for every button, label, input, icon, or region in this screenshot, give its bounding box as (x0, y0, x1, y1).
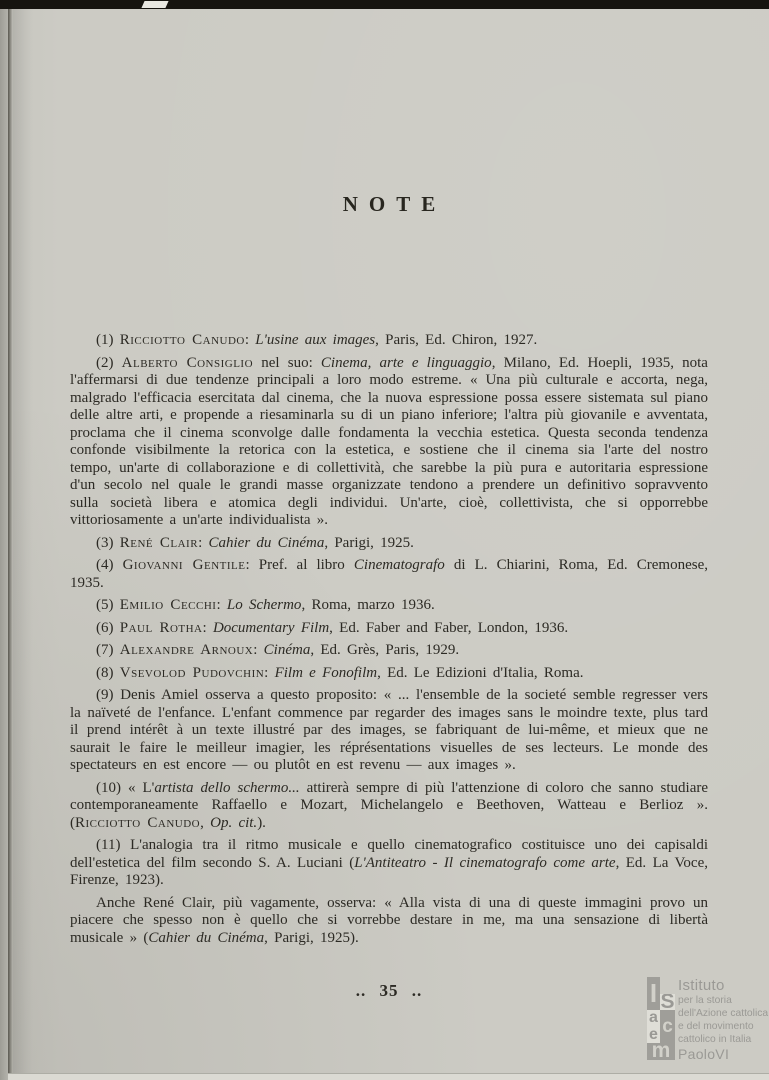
monogram-letter-s: S (660, 993, 675, 1010)
author-name: Emilio Cecchi (119, 597, 217, 613)
author-name: René Clair (119, 534, 199, 551)
watermark-line: Istituto (678, 977, 725, 994)
author-name: Paul Rotha (119, 619, 203, 636)
note-paragraph (70, 665, 708, 683)
note-text: , Ed. Grès, Paris, 1929. (310, 642, 460, 658)
note-text: : (198, 534, 209, 551)
work-title: Film e Fonofilm (274, 664, 378, 681)
author-name: Alberto Consiglio (121, 354, 254, 371)
note-paragraph (70, 332, 708, 350)
note-text: (7) (96, 642, 120, 658)
note-text: , Ed. La Voce, Firenze, 1923). (70, 854, 709, 888)
watermark-line: e del movimento (678, 1021, 754, 1032)
note-text: , Parigi, 1925). (264, 929, 359, 946)
work-title: Lo Schermo (226, 597, 302, 613)
page-number: .. 35 .. (355, 981, 423, 1000)
note-text: : (264, 664, 275, 681)
note-text: , Parigi, 1925. (324, 534, 414, 551)
work-title: Cinema, arte e linguaggio (320, 354, 492, 371)
binding-shadow (13, 9, 33, 1080)
work-title: Op. cit. (210, 814, 258, 831)
work-title: L'Antiteatro - Il cinematografo come arte (354, 854, 616, 871)
watermark-text (678, 977, 768, 1062)
page-left-edge (0, 9, 8, 1080)
note-paragraph (70, 837, 708, 890)
monogram-letter-a: a (647, 1010, 660, 1027)
note-paragraph (70, 355, 708, 530)
monogram-letter-e: e (647, 1027, 660, 1044)
scan-top-edge (0, 0, 769, 9)
note-paragraph (70, 597, 708, 615)
note-text: : (202, 619, 213, 636)
watermark-monogram (647, 977, 675, 1062)
author-name: Giovanni Gentile (122, 557, 246, 573)
work-title: Cahier du Cinéma (148, 929, 265, 946)
work-title: Cahier du Cinéma (208, 534, 325, 551)
monogram-letter-c: c (660, 1010, 675, 1043)
watermark-line: cattolico in Italia (678, 1034, 752, 1045)
scan-top-notch (141, 1, 168, 8)
author-name: Ricciotto Canudo (119, 332, 245, 348)
work-title: L'usine aux images (255, 332, 376, 348)
note-text: Anche René Clair, più vagamente, osserva: « Alla vista di una di queste immagini provo un piacere che spesso non è quello che si vorrebbe destare in me, ma una sensazione di libertà musicale » ( (70, 894, 708, 946)
note-text: (8) (96, 664, 120, 681)
note-text: , Roma, marzo 1936. (301, 597, 435, 613)
note-text: , Milano, Ed. Hoepli, 1935, nota l'affermarsi di due tendenze principali a loro modo estreme. « Una più culturale e accorta, nega, malgrado l'efficacia esercitata dal cinema, che la nuova espressione possa essere sistemata sul piano delle altre arti, e propende a riesaminarla su di un piano inferiore; l'altra più giovanile e avventata, proclama che il cinema sconvolge dalle fondamenta la vecchia estetica. Questa seconda tendenza confonde visibilmente la retorica con la estetica, e sostiene che il cinema sia l'arte del nostro tempo, un'arte di collaborazione e di collettività, che sarebbe la più pura e autoritaria espressione d'un secolo nel quale le grandi masse organizzate tendono a prendere un definitivo sopravvento sulla società libera e atomica degli individui. Un'arte, cioè, collettivista, che si opporrebbe vittoriosamente a un'arte individualista ». (70, 354, 708, 528)
note-text: : (244, 332, 256, 348)
note-text: : (216, 597, 227, 613)
note-paragraph (70, 642, 708, 660)
note-text: attirerà sempre di più l'attenzione di coloro che sanno studiare contemporaneamente Raffaello e Mozart, Michelangelo e Beethoven, Watteau e Berlioz ». ( (70, 779, 708, 831)
watermark-line: per la storia (678, 995, 732, 1006)
note-text: (11) L'analogia tra il ritmo musicale e quello cinematografico costituisce uno dei capisaldi dell'estetica del film secondo S. A. Luciani ( (70, 837, 708, 871)
footnotes (70, 332, 708, 947)
note-text: nel suo: (253, 354, 321, 371)
note-text: (10) « L' (96, 779, 155, 796)
work-title: artista dello schermo... (154, 779, 300, 796)
note-paragraph (70, 535, 708, 553)
note-text: : Pref. al libro (245, 557, 354, 573)
note-text: , (200, 814, 211, 831)
monogram-letter-i: I (647, 977, 660, 1010)
watermark-line: PaoloVI (678, 1046, 730, 1062)
work-title: Cinematografo (353, 557, 445, 573)
note-text: , Paris, Ed. Chiron, 1927. (375, 332, 538, 348)
author-name: Alexandre Arnoux (119, 642, 254, 658)
note-paragraph (70, 780, 708, 833)
author-name: Vsevolod Pudovchin (119, 664, 265, 681)
work-title: Documentary Film (212, 619, 330, 636)
monogram-letter-m: m (647, 1043, 675, 1060)
note-text: (5) (96, 597, 120, 613)
page-content (70, 192, 708, 952)
institute-watermark (647, 977, 769, 1062)
note-text: (6) (96, 619, 120, 636)
note-paragraph (70, 687, 708, 775)
note-text: , Ed. Le Edizioni d'Italia, Roma. (377, 664, 584, 681)
note-text: di L. Chiarini, Roma, Ed. Cremonese, 1935. (70, 557, 708, 591)
note-text: (3) (96, 534, 120, 551)
note-text: (4) (96, 557, 123, 573)
watermark-line: dell'Azione cattolica (678, 1008, 769, 1019)
note-paragraph (70, 620, 708, 638)
note-text: (2) (96, 354, 122, 371)
note-text: : (253, 642, 264, 658)
author-name: Ricciotto Canudo (75, 814, 201, 831)
note-text: (9) Denis Amiel osserva a questo proposito: « ... l'ensemble de la societé semble regresser vers la naïveté de l'enfance. L'enfant commence par regarder des images sans le moindre texte, plus tard il prend intérêt à un texte illustré par des images, se fabriquant de lui-même, et mieux que ne saurait le faire le meilleur imagier, les réprésentations visuelles de ses lecteurs. Le monde des spectateurs en est encore — ou plutôt en est revenu — aux images ». (70, 687, 708, 773)
page-title: NOTE (342, 192, 447, 216)
note-text: ). (257, 814, 266, 831)
note-paragraph (70, 557, 708, 592)
note-text: , Ed. Faber and Faber, London, 1936. (329, 619, 569, 636)
note-paragraph (70, 895, 708, 948)
page-bottom-edge (8, 1073, 769, 1080)
work-title: Cinéma (263, 642, 311, 658)
note-text: (1) (96, 332, 120, 348)
